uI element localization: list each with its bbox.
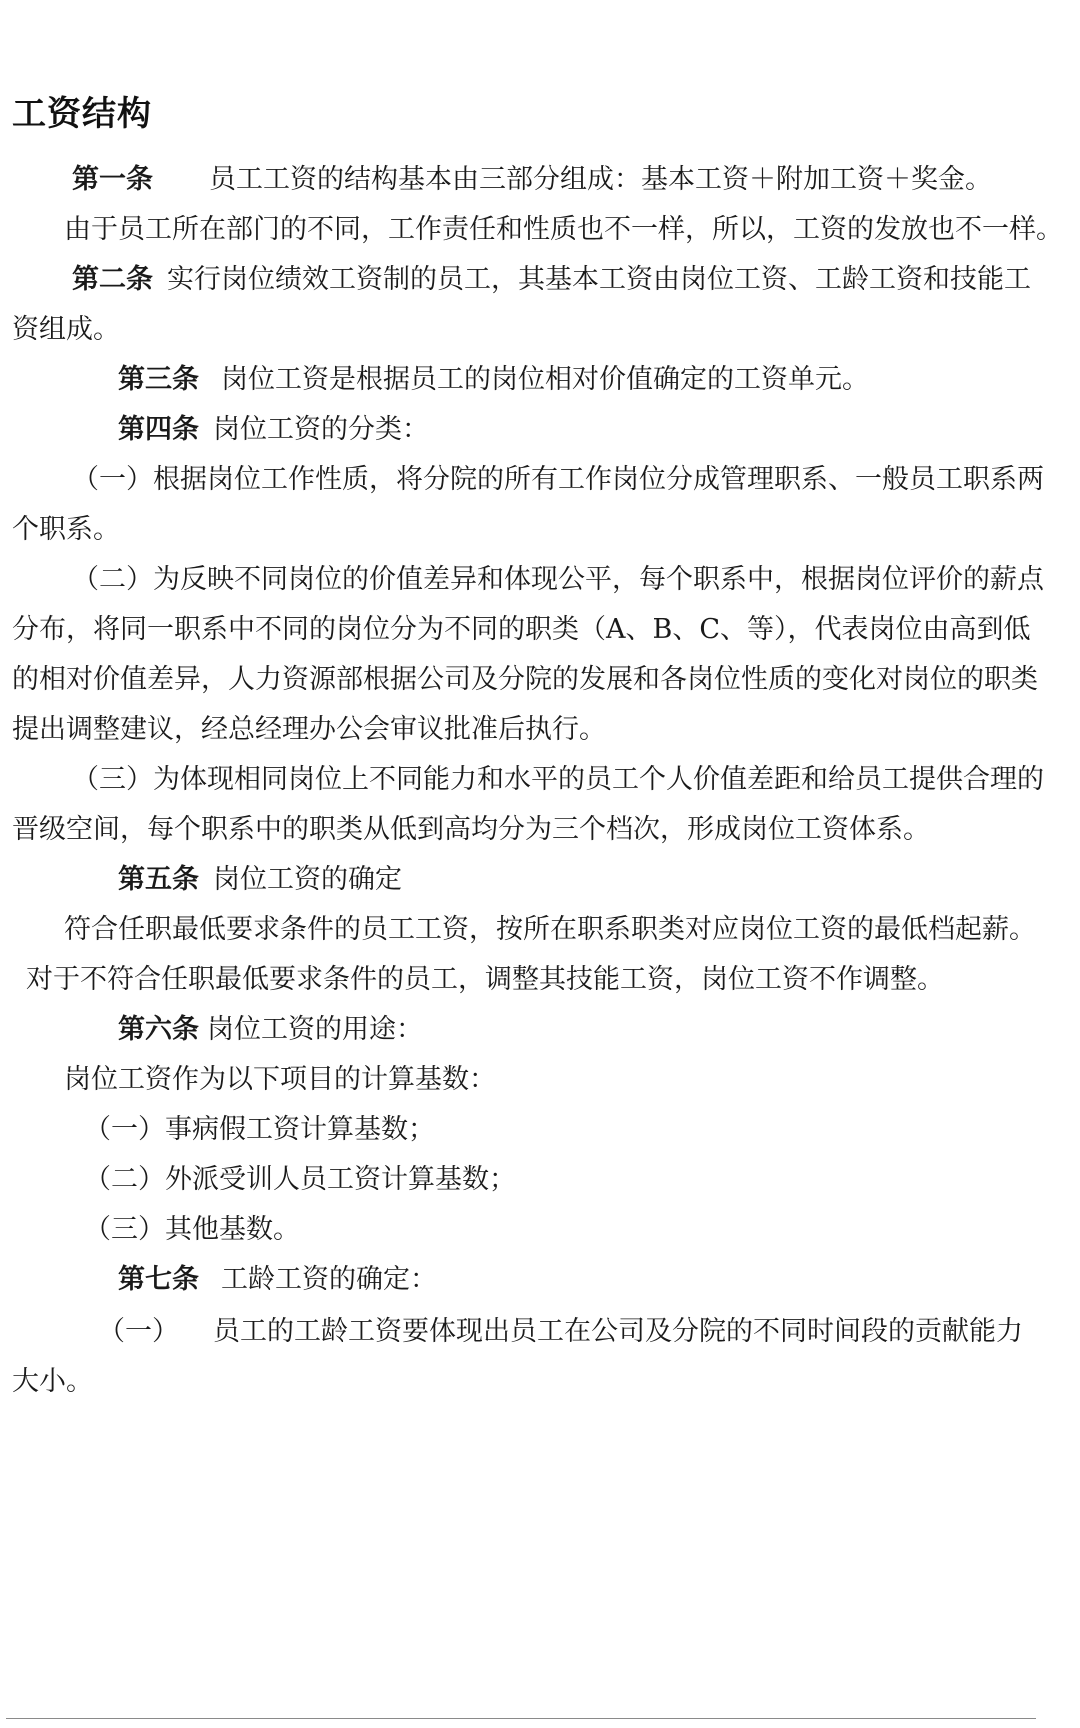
page-title: 工资结构 (12, 94, 152, 134)
article-6-intro: 岗位工资作为以下项目的计算基数： (64, 1064, 496, 1095)
article-4-item-2-line-3: 的相对价值差异，人力资源部根据公司及分院的发展和各岗位性质的变化对岗位的职类 (12, 664, 1038, 695)
article-5-line-1: 符合任职最低要求条件的员工工资，按所在职系职类对应岗位工资的最低档起薪。 (64, 914, 1036, 945)
article-4-item-2-line-1: （二）为反映不同岗位的价值差异和体现公平，每个职系中，根据岗位评价的薪点 (72, 564, 1044, 595)
article-7-item-1-text: 员工的工龄工资要体现出员工在公司及分院的不同时间段的贡献能力 (213, 1316, 1023, 1347)
article-5-label: 第五条 (118, 864, 199, 895)
article-3-text: 岗位工资是根据员工的岗位相对价值确定的工资单元。 (221, 364, 869, 395)
article-7-label: 第七条 (118, 1264, 199, 1295)
article-7 (118, 1260, 437, 1300)
article-3-label: 第三条 (118, 364, 199, 395)
article-7-text: 工龄工资的确定： (221, 1264, 437, 1295)
article-4-item-3-line-2: 晋级空间，每个职系中的职类从低到高均分为三个档次，形成岗位工资体系。 (12, 814, 930, 845)
article-1-label: 第一条 (72, 164, 153, 195)
article-1-text: 员工工资的结构基本由三部分组成：基本工资＋附加工资＋奖金。 (209, 164, 992, 195)
article-4-item-3-line-1: （三）为体现相同岗位上不同能力和水平的员工个人价值差距和给员工提供合理的 (72, 764, 1044, 795)
article-5-text: 岗位工资的确定 (213, 864, 402, 895)
article-5-line-2: 对于不符合任职最低要求条件的员工，调整其技能工资，岗位工资不作调整。 (26, 964, 944, 995)
article-2 (72, 260, 1031, 300)
article-6 (118, 1010, 423, 1050)
article-1 (72, 160, 992, 200)
article-4-label: 第四条 (118, 414, 199, 445)
article-7-item-1-number: （一） (98, 1316, 179, 1347)
article-2-label: 第二条 (72, 264, 153, 295)
article-7-item-1-line-1 (98, 1312, 1023, 1352)
article-4-item-1-line-1: （一）根据岗位工作性质，将分院的所有工作岗位分成管理职系、一般员工职系两 (72, 464, 1044, 495)
article-7-item-1-line-2: 大小。 (12, 1366, 93, 1397)
article-6-item-3: （三）其他基数。 (84, 1214, 300, 1245)
article-4 (118, 410, 429, 450)
article-4-item-1-line-2: 个职系。 (12, 514, 120, 545)
article-4-item-2-line-2: 分布，将同一职系中不同的岗位分为不同的职类（A、B、C、等），代表岗位由高到低 (12, 614, 1031, 645)
article-1-note: 由于员工所在部门的不同，工作责任和性质也不一样，所以，工资的发放也不一样。 (64, 214, 1063, 245)
footer-divider (6, 1718, 1036, 1719)
article-6-item-2: （二）外派受训人员工资计算基数； (84, 1164, 516, 1195)
article-4-item-2-line-4: 提出调整建议，经总经理办公会审议批准后执行。 (12, 714, 606, 745)
article-6-text: 岗位工资的用途： (207, 1014, 423, 1045)
article-3 (118, 360, 869, 400)
article-6-item-1: （一）事病假工资计算基数； (84, 1114, 435, 1145)
article-2-text: 实行岗位绩效工资制的员工，其基本工资由岗位工资、工龄工资和技能工 (167, 264, 1031, 295)
article-2-cont: 资组成。 (12, 314, 120, 345)
article-4-text: 岗位工资的分类： (213, 414, 429, 445)
article-5 (118, 860, 402, 900)
article-6-label: 第六条 (118, 1014, 199, 1045)
